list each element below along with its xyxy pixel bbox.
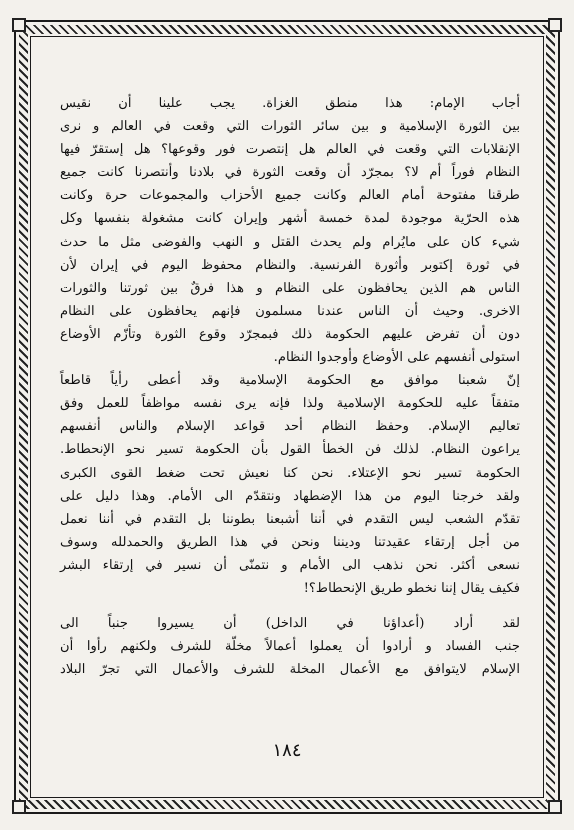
text-line: بين الثورة الإسلامية و بين سائر الثورات التي وقعت في العالم و نرى (60, 119, 520, 135)
text-line: تعاليم الإسلام. وحفظ النظام أحد قواعد الإسلام والناس أنفسهم (60, 419, 520, 435)
text-line: استولى أنفسهم على الأوضاع وأوجدوا النظام. (273, 350, 520, 366)
text-line: نسعى أكثر. نحن نذهب الى الأمام و نتمنّى أن نسير في إرتقاء البشر (60, 557, 520, 573)
page-number: ١٨٤ (272, 740, 302, 761)
border-corner-ornament (12, 800, 26, 814)
text-line: النظام فوراً أم لا؟ بمجرّد أن وقعت الثورة في بلادنا وأنتصرنا كانت جميع (60, 165, 520, 181)
text-line: أجاب الإمام: هذا منطق الغزاة. يجب علينا أن نقيس (60, 96, 520, 111)
text-line: متفقاً عليه للحكومة الإسلامية ولذا فإنه يرى نفسه مواظفاً للعمل وفق (60, 396, 520, 412)
paragraph (60, 612, 520, 681)
text-line: ولقد خرجنا اليوم من هذا الإضطهاد ونتقدّم الى الأمام. وهذا دليل على (60, 488, 520, 504)
text-line: في ثورة إكتوبر وأثورة الفرنسية. والنظام محفوظ اليوم في إيران لأن (60, 257, 520, 273)
text-line: تقدّم الشعب ليس التقدم في أننا أشبعنا بطوننا بل التقدم في أننا نعمل (60, 511, 520, 527)
text-line: طرقنا مفتوحة أمام العالم وكانت جميع الأحزاب والمجموعات حرة وكانت (60, 188, 520, 204)
border-corner-ornament (12, 18, 26, 32)
text-line: هذه الحرّية موجودة لمدة خمسة أشهر وإيران كانت مشغولة بنفسها وكل (60, 211, 520, 227)
text-line: الإنقلابات التي وقعت في العالم هل إنتصرت فور وقوعها؟ هل إستقرّ فيها (60, 142, 520, 158)
paragraph (60, 369, 520, 600)
paragraph (60, 92, 520, 369)
text-line: من أجل إرتقاء عقيدتنا وديننا ونحن في هذا الطريق والحمدلله وسوف (60, 534, 520, 550)
text-line: إنّ شعبنا موافق مع الحكومة الإسلامية وقد أعطى رأياً قاطعاً (60, 373, 520, 389)
text-line: الإسلام لايتوافق مع الأعمال المخلة للشرف والأعمال التي تجرّ البلاد (60, 662, 520, 678)
border-corner-ornament (548, 800, 562, 814)
text-line: يراعون النظام. لذلك فن الخطأ القول بأن الحكومة تسير نحو الإنحطاط. (60, 442, 520, 458)
text-line: فكيف يقال إننا نخطو طريق الإنحطاط؟! (303, 580, 520, 596)
paragraph-gap (60, 600, 520, 612)
text-line: لقد أراد (أعداؤنا في الداخل) أن يسيروا جنباً الى (60, 616, 520, 632)
text-line: الناس هم الذين يحافظون على النظام و هذا فرقٌ بين ثورتنا والثورات (60, 280, 520, 296)
text-line: شيء كان على مايُرام ولم يحدث القتل و النهب والفوضى مثل ما حدث (60, 234, 520, 250)
text-line: الاخرى. وحيث أن الناس عندنا مسلمون فإنهم يحافظون على النظام (60, 303, 520, 319)
body-text (60, 92, 520, 681)
text-line: جنب الفساد و أرادوا أن يعملوا أعمالاً مخلّة للشرف ولكنهم رأوا أن (60, 639, 520, 655)
text-line: دون أن تفرض عليهم الحكومة ذلك فبمجرّد وقوع الثورة وتأزّم الأوضاع (60, 326, 520, 342)
border-corner-ornament (548, 18, 562, 32)
text-line: الحكومة تسير نحو الإعتلاء. نحن كنا نعيش تحت ضغط القوى الكبرى (60, 465, 520, 481)
